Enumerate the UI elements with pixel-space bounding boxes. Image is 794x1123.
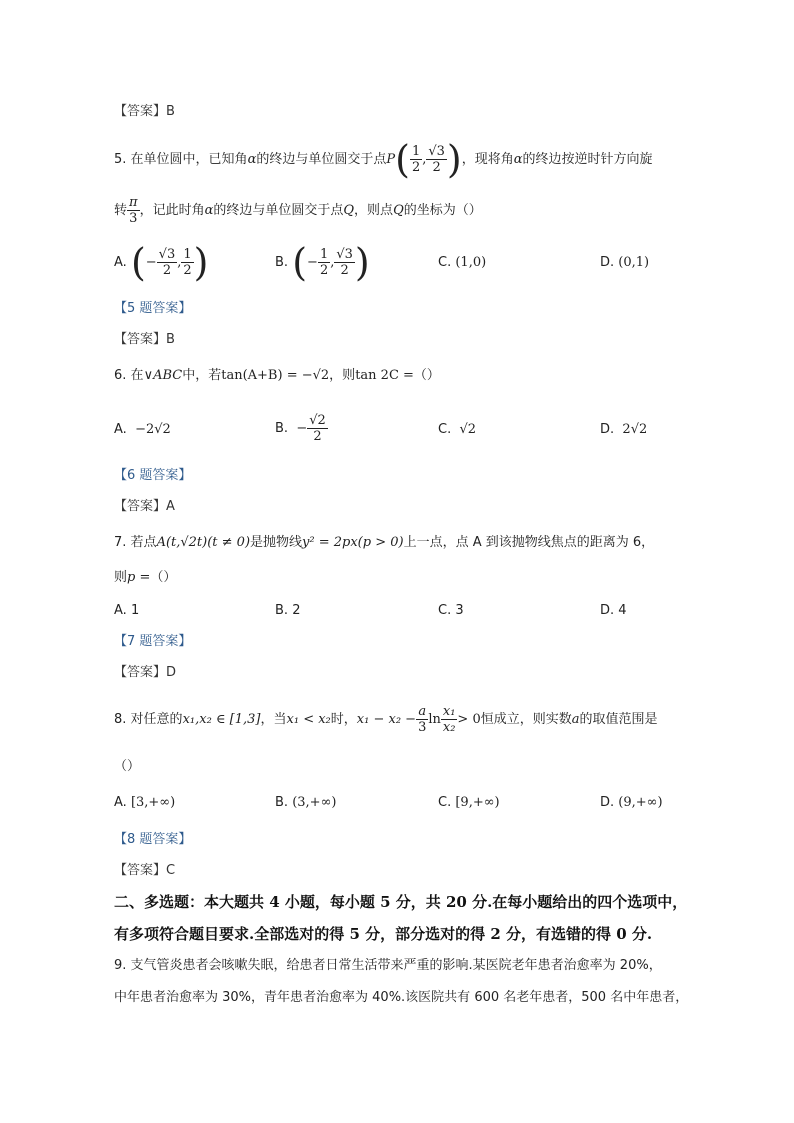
option-a[interactable] [114, 601, 139, 621]
option-a[interactable] [114, 240, 209, 285]
question-text: （） [150, 570, 177, 585]
comma: , [177, 255, 182, 270]
answer-label: 【答案】 [114, 104, 167, 119]
option-label: A. [114, 795, 127, 810]
question-number: 7. [114, 535, 127, 550]
paren-open: ( [292, 240, 308, 285]
minus-sign: − [145, 255, 157, 270]
option-label: D. [600, 255, 615, 270]
math-a: a [571, 712, 580, 727]
section-q5-answer: 【5 题答案】 [114, 301, 192, 316]
option-label: A. [114, 255, 127, 270]
option-value: (1,0) [455, 255, 487, 270]
question-text: 的终边按逆时针方向旋 [522, 152, 653, 167]
fraction: $\frac{1}{2}$ [183, 247, 192, 278]
option-d[interactable] [600, 793, 663, 813]
question-text: ，则 [329, 368, 356, 383]
fraction: $\frac{√3}{2}$ [158, 247, 176, 278]
option-value: (3,+∞) [292, 795, 337, 810]
option-c[interactable] [438, 420, 476, 440]
option-value: [9,+∞) [455, 795, 500, 810]
option-label: C. [438, 603, 452, 618]
question-number: 6. [114, 368, 127, 383]
option-a[interactable] [114, 420, 171, 440]
question-text: ，现将角 [461, 152, 514, 167]
option-d[interactable] [600, 601, 627, 621]
option-label: D. [600, 795, 615, 810]
comma: , [330, 255, 335, 270]
option-b[interactable] [275, 601, 300, 621]
option-label: B. [275, 255, 289, 270]
answer-line-q7 [114, 663, 176, 683]
question-7-line-1 [114, 533, 654, 553]
answer-line-q5 [114, 330, 175, 350]
fraction-x1-over-x2: $\frac{\text{x₁}}{\text{x₂}}$ [442, 704, 456, 735]
option-value: 2 [292, 603, 301, 618]
fraction-pi-over-3: $\frac{\pi}{3}$ [129, 195, 138, 226]
answer-value: D [166, 665, 177, 680]
fraction-half: $\frac{1}{2}$ [411, 144, 421, 175]
option-c[interactable] [438, 601, 464, 621]
question-9-line-2: 中年患者治愈率为 30%，青年患者治愈率为 40%.该医院共有 600 名老年患者，500 名中年患者， [114, 990, 689, 1005]
question-text: 的终边与单位圆交于点 [213, 203, 344, 218]
fraction: $\frac{√2}{2}$ [309, 413, 326, 444]
question-text: 若点 [130, 535, 157, 550]
triangle-symbol: ∨ [143, 368, 154, 383]
question-text: 转 [114, 203, 128, 218]
minus-sign: − [307, 255, 318, 270]
option-label: C. [438, 422, 452, 437]
question-number: 8. [114, 712, 127, 727]
paren-open: ( [130, 240, 146, 285]
paren-close: ) [354, 240, 370, 285]
question-text: 是抛物线 [250, 535, 303, 550]
question-text: 的终边与单位圆交于点 [256, 152, 387, 167]
answer-value: B [166, 104, 175, 119]
option-value: √2 [459, 422, 477, 437]
math-expression: tan(A+B) = −√2 [221, 368, 330, 383]
math-alpha: α [247, 152, 257, 167]
option-label: B. [275, 603, 289, 618]
answer-label: 【答案】 [114, 665, 167, 680]
option-label: A. [114, 422, 127, 437]
option-label: D. [600, 603, 615, 618]
math-set: x₁,x₂ ∈ [1,3] [182, 712, 261, 727]
answer-line-q4 [114, 102, 175, 122]
answer-label: 【答案】 [114, 863, 167, 878]
question-8-line-1 [114, 700, 658, 740]
minus-sign: − [296, 421, 308, 436]
paren-close: ) [193, 240, 209, 285]
question-text: 的取值范围是 [579, 712, 658, 727]
option-value: 2√2 [622, 422, 648, 437]
answer-label: 【答案】 [114, 499, 167, 514]
math-curve: y² = 2px(p > 0) [302, 535, 404, 550]
answer-line-q8 [114, 861, 175, 881]
option-label: C. [438, 795, 452, 810]
question-text: 在单位圆中，已知角 [130, 152, 248, 167]
option-value: (0,1) [618, 255, 650, 270]
option-c[interactable] [438, 253, 486, 273]
option-b[interactable] [275, 793, 336, 813]
comma: , [422, 152, 427, 167]
answer-value: C [166, 863, 176, 878]
question-text: （） [413, 368, 440, 383]
section-q7-answer: 【7 题答案】 [114, 634, 192, 649]
question-text: 恒成立，则实数 [480, 712, 572, 727]
math-ln: ln [428, 712, 441, 727]
question-7-line-2 [114, 568, 176, 588]
question-9-line-1: 9. 支气管炎患者会咳嗽失眠，给患者日常生活带来严重的影响.某医院老年患者治愈率为 20%， [114, 958, 662, 973]
question-text: 则 [114, 570, 128, 585]
section-q8-answer: 【8 题答案】 [114, 832, 192, 847]
question-5-line-2 [114, 193, 482, 229]
option-value: [3,+∞) [130, 795, 176, 810]
math-condition: x₁ < x₂ [286, 712, 331, 727]
math-point-p: P [386, 152, 396, 167]
question-text: ，当 [260, 712, 287, 727]
question-text: 在 [130, 368, 144, 383]
option-value: 1 [130, 603, 140, 618]
question-text: 中，若 [182, 368, 222, 383]
fraction-a-over-3: $\frac{a}{3}$ [418, 704, 427, 735]
math-point-q: Q [343, 203, 355, 218]
option-value: 3 [455, 603, 464, 618]
section-heading-line-1: 二、多选题：本大题共 4 小题，每小题 5 分，共 20 分.在每小题给出的四个选项中， [114, 893, 688, 911]
math-point-q: Q [393, 203, 404, 218]
fraction-sqrt3-over-2: $\frac{√3}{2}$ [428, 144, 445, 175]
math-expression: tan 2C = [355, 368, 414, 383]
option-label: D. [600, 422, 615, 437]
option-label: A. [114, 603, 127, 618]
option-d[interactable] [600, 420, 647, 440]
option-label: B. [275, 421, 289, 436]
question-text: ，则点 [354, 203, 394, 218]
option-d[interactable] [600, 253, 649, 273]
question-text: ，记此时角 [139, 203, 205, 218]
option-value: (9,+∞) [618, 795, 663, 810]
option-label: C. [438, 255, 452, 270]
math-p: p = [127, 570, 151, 585]
math-expression: x₁ − x₂ − [356, 712, 417, 727]
option-value: −2√2 [135, 422, 171, 437]
answer-label: 【答案】 [114, 332, 167, 347]
option-a[interactable] [114, 793, 175, 813]
math-abc: ABC [153, 368, 183, 383]
answer-value: A [166, 499, 175, 514]
section-heading-line-2: 有多项符合题目要求.全部选对的得 5 分，部分选对的得 2 分，有选错的得 0 分. [114, 925, 653, 943]
question-6-line-1 [114, 366, 440, 386]
option-c[interactable] [438, 793, 500, 813]
question-number: 5. [114, 152, 127, 167]
section-q6-answer: 【6 题答案】 [114, 468, 192, 483]
question-text: 时， [330, 712, 357, 727]
paren-close: ) [446, 137, 462, 182]
math-alpha: α [204, 203, 214, 218]
question-text: 上一点，点 A 到该抛物线焦点的距离为 6， [403, 535, 655, 550]
paren-open: ( [395, 137, 410, 182]
question-text: 对任意的 [130, 712, 183, 727]
answer-line-q6 [114, 497, 175, 517]
option-b[interactable] [275, 240, 370, 285]
answer-value: B [166, 332, 175, 347]
math-alpha: α [513, 152, 523, 167]
math-point: A(t,√2t)(t ≠ 0) [156, 535, 251, 550]
math-gt: > 0 [457, 712, 481, 727]
question-text: 的坐标为（） [403, 203, 482, 218]
fraction: $\frac{√3}{2}$ [336, 247, 353, 278]
question-8-line-2: （） [114, 759, 141, 774]
fraction: $\frac{1}{2}$ [319, 247, 329, 278]
option-value: 4 [618, 603, 627, 618]
option-label: B. [275, 795, 289, 810]
option-b[interactable] [275, 407, 328, 451]
question-5-line-1 [114, 137, 653, 182]
